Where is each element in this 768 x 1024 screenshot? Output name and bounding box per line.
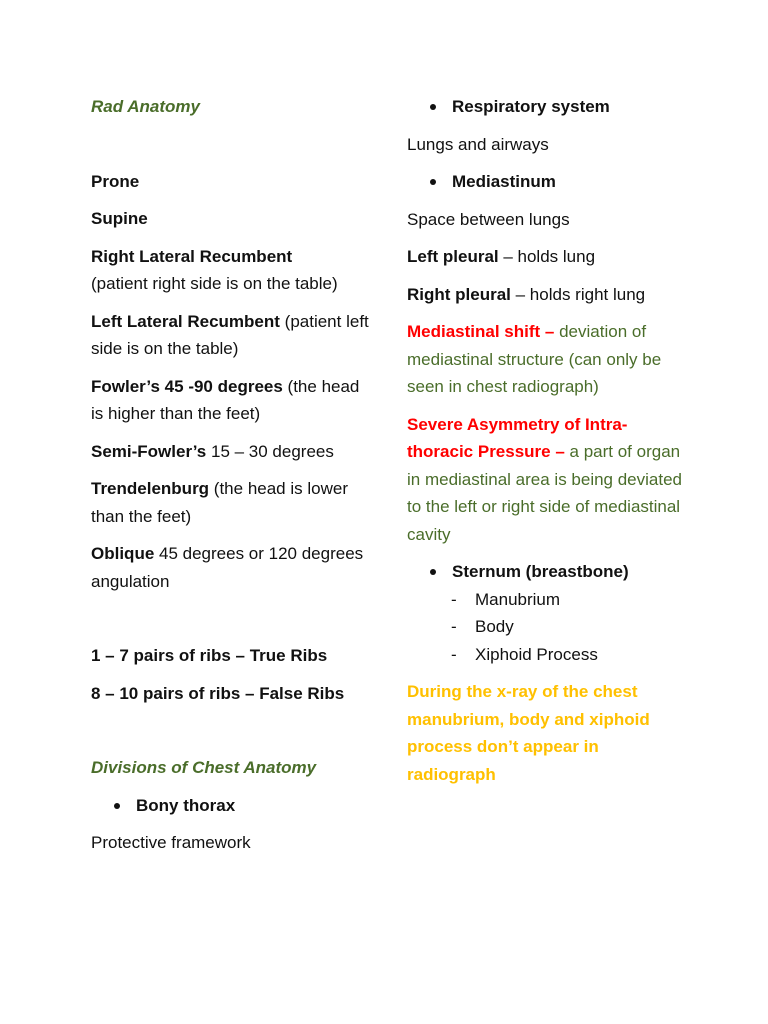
entry-trendelenburg [91, 475, 376, 530]
term-mediastinal-shift: Mediastinal shift – [407, 322, 555, 341]
desc-mediastinal-shift: deviation of mediastinal structure (can only be seen in chest radiograph) [407, 322, 662, 396]
term-trendelenburg: Trendelenburg [91, 479, 210, 498]
sternum-part: - Body [407, 613, 692, 641]
entry-semi-fowlers [91, 438, 376, 466]
entry-mediastinal-shift [407, 318, 692, 401]
entry-right-lateral [91, 243, 376, 298]
desc-fowlers: (the head is higher than the feet) [91, 376, 360, 423]
title-rad-anatomy: Rad Anatomy [91, 97, 200, 116]
entry-oblique [91, 540, 376, 595]
xray-note: During the x-ray of the chest manubrium, body and xiphoid process don’t appear in radiograph [407, 682, 650, 784]
entry-left-pleural [407, 243, 692, 271]
term-fowlers: Fowler’s 45 -90 degrees [91, 376, 283, 396]
entry-fowlers [91, 373, 376, 428]
desc-severe-asymmetry: a part of organ in mediastinal area is being deviated to the left or right side of mediastinal cavity [407, 442, 683, 544]
desc-right-pleural: – holds right lung [510, 284, 646, 304]
left-column [91, 93, 376, 857]
desc-left-pleural: – holds lung [498, 247, 596, 266]
term-semi-fowlers: Semi-Fowler’s [91, 441, 207, 461]
desc-semi-fowlers: 15 – 30 degrees [206, 441, 334, 461]
term-severe-asymmetry: Severe Asymmetry of Intra-thoracic Pressure – [407, 414, 628, 461]
entry-right-pleural [407, 281, 692, 309]
term-left-pleural: Left pleural [407, 247, 499, 266]
bullet-bony-thorax: Bony thorax [91, 792, 376, 820]
term-right-lateral: Right Lateral Recumbent [91, 246, 293, 266]
title-divisions: Divisions of Chest Anatomy [91, 758, 317, 777]
sternum-part: - Xiphoid Process [407, 641, 692, 669]
desc-respiratory: Lungs and airways [407, 134, 549, 154]
entry-severe-asymmetry [407, 411, 692, 549]
desc-bony-thorax: Protective framework [91, 833, 251, 852]
entry-left-lateral [91, 308, 376, 363]
right-column [407, 93, 692, 788]
bullet-mediastinum: Mediastinum [407, 168, 692, 196]
sternum-part: - Manubrium [407, 586, 692, 614]
true-ribs: 1 – 7 pairs of ribs – True Ribs [91, 646, 328, 665]
desc-right-lateral: (patient right side is on the table) [91, 274, 338, 293]
term-oblique: Oblique [91, 544, 155, 563]
bullet-respiratory: Respiratory system [407, 93, 692, 121]
desc-trendelenburg: (the head is lower than the feet) [91, 479, 348, 526]
desc-mediastinum: Space between lungs [407, 209, 570, 229]
term-right-pleural: Right pleural [407, 284, 511, 304]
term-prone: Prone [91, 171, 140, 191]
desc-oblique: 45 degrees or 120 degrees angulation [91, 544, 364, 591]
term-supine: Supine [91, 209, 148, 228]
bullet-sternum: Sternum (breastbone) [407, 558, 692, 586]
desc-left-lateral: (patient left side is on the table) [91, 311, 369, 358]
false-ribs: 8 – 10 pairs of ribs – False Ribs [91, 683, 345, 703]
term-left-lateral: Left Lateral Recumbent [91, 311, 280, 331]
